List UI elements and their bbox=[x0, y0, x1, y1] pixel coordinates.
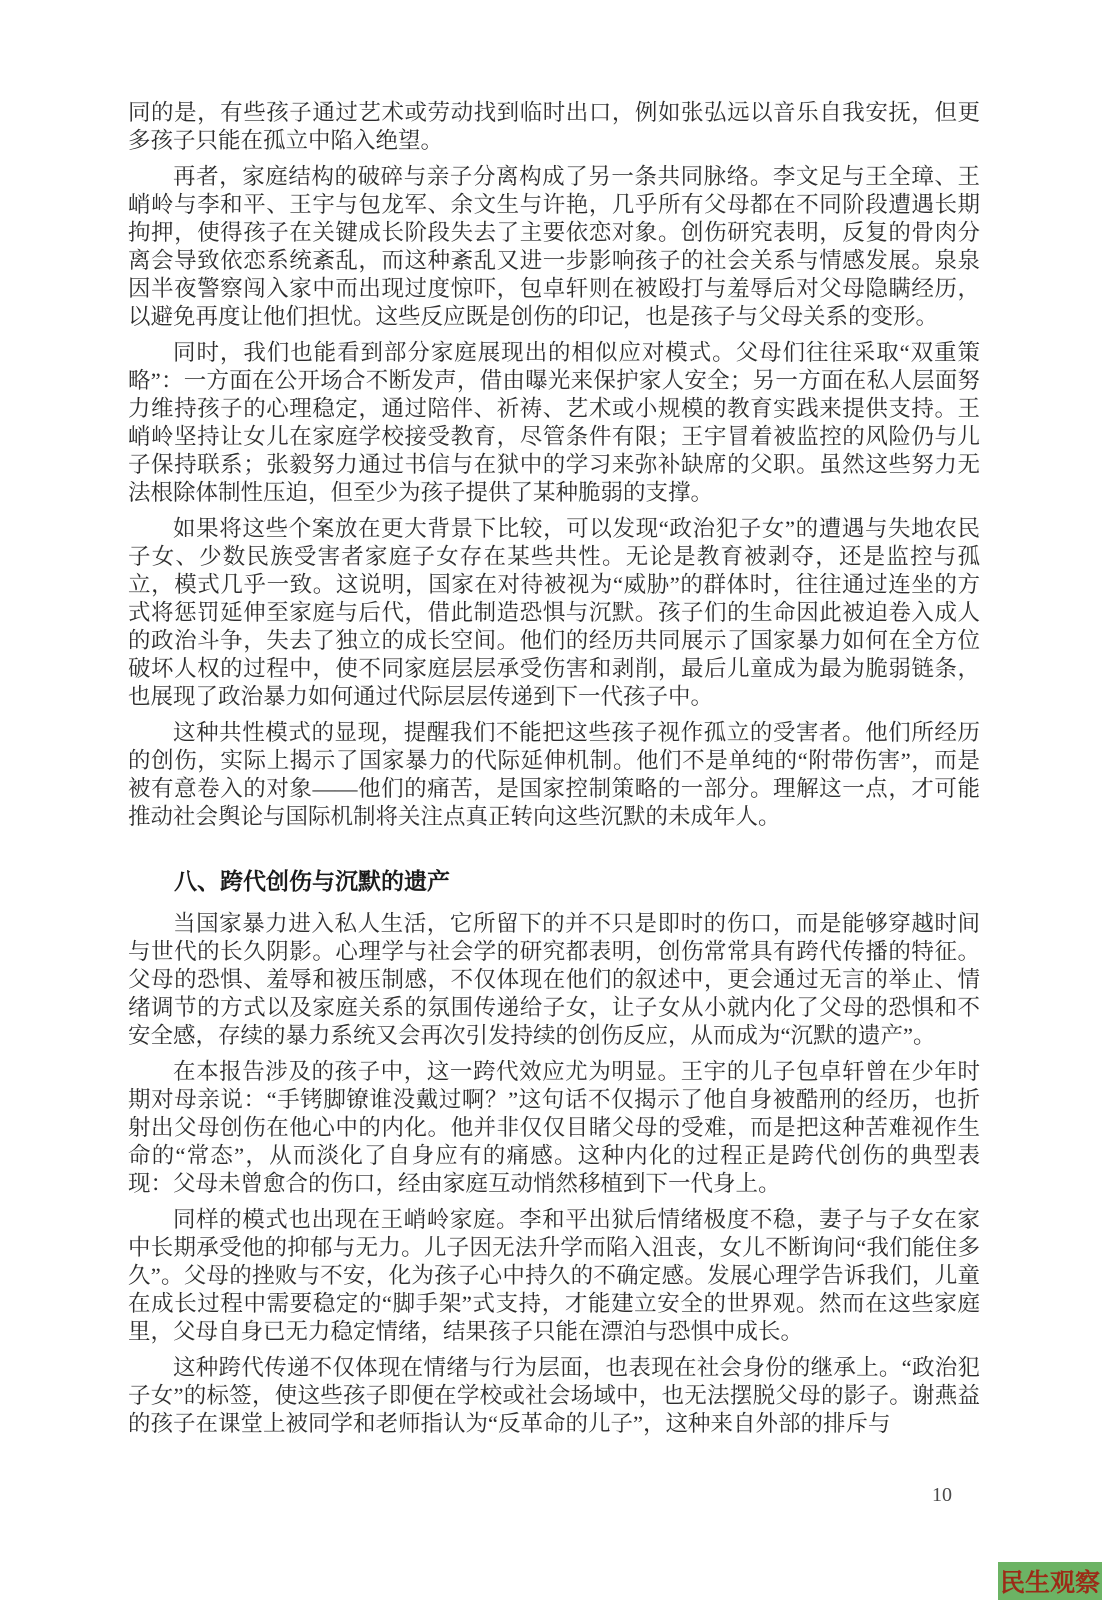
watermark-text: 民生观察 bbox=[999, 1570, 1100, 1597]
body-paragraph: 同时，我们也能看到部分家庭展现出的相似应对模式。父母们往往采取“双重策略”：一方面在公开场合不断发声，借由曝光来保护家人安全；另一方面在私人层面努力维持孩子的心理稳定，通过陪伴、祈祷、艺术或小规模的教育实践来提供支持。王峭岭坚持让女儿在家庭学校接受教育，尽管条件有限；王宇冒着被监控的风险仍与儿子保持联系；张毅努力通过书信与在狱中的学习来弥补缺席的父职。虽然这些努力无法根除体制性压迫，但至少为孩子提供了某种脆弱的支撑。 bbox=[128, 340, 980, 505]
body-paragraph: 这种跨代传递不仅体现在情绪与行为层面，也表现在社会身份的继承上。“政治犯子女”的标签，使这些孩子即便在学校或社会场域中，也无法摆脱父母的影子。谢燕益的孩子在课堂上被同学和老师指认为“反革命的儿子”，这种来自外部的排斥与 bbox=[128, 1355, 980, 1436]
body-paragraph: 同样的模式也出现在王峭岭家庭。李和平出狱后情绪极度不稳，妻子与子女在家中长期承受他的抑郁与无力。儿子因无法升学而陷入沮丧，女儿不断询问“我们能住多久”。父母的挫败与不安，化为孩子心中持久的不确定感。发展心理学告诉我们，儿童在成长过程中需要稳定的“脚手架”式支持，才能建立安全的世界观。然而在这些家庭里，父母自身已无力稳定情绪，结果孩子只能在漂泊与恐惧中成长。 bbox=[128, 1207, 980, 1344]
body-paragraph: 再者，家庭结构的破碎与亲子分离构成了另一条共同脉络。李文足与王全璋、王峭岭与李和平、王宇与包龙军、余文生与许艳，几乎所有父母都在不同阶段遭遇长期拘押，使得孩子在关键成长阶段失去了主要依恋对象。创伤研究表明，反复的骨肉分离会导致依恋系统紊乱，而这种紊乱又进一步影响孩子的社会关系与情感发展。泉泉因半夜警察闯入家中而出现过度惊吓，包卓轩则在被殴打与羞辱后对父母隐瞒经历，以避免再度让他们担忧。这些反应既是创伤的印记，也是孩子与父母关系的变形。 bbox=[128, 164, 980, 329]
body-paragraph: 同的是，有些孩子通过艺术或劳动找到临时出口，例如张弘远以音乐自我安抚，但更多孩子只能在孤立中陷入绝望。 bbox=[128, 100, 980, 153]
body-paragraph: 如果将这些个案放在更大背景下比较，可以发现“政治犯子女”的遭遇与失地农民子女、少数民族受害者家庭子女存在某些共性。无论是教育被剥夺，还是监控与孤立，模式几乎一致。这说明，国家在对待被视为“威胁”的群体时，往往通过连坐的方式将惩罚延伸至家庭与后代，借此制造恐惧与沉默。孩子们的生命因此被迫卷入成人的政治斗争，失去了独立的成长空间。他们的经历共同展示了国家暴力如何在全方位破坏人权的过程中，使不同家庭层层承受伤害和剥削，最后儿童成为最为脆弱链条，也展现了政治暴力如何通过代际层层传递到下一代孩子中。 bbox=[128, 516, 980, 709]
watermark-badge bbox=[998, 1562, 1102, 1600]
section-heading: 八、跨代创伤与沉默的遗产 bbox=[174, 868, 450, 894]
body-paragraph: 这种共性模式的显现，提醒我们不能把这些孩子视作孤立的受害者。他们所经历的创伤，实际上揭示了国家暴力的代际延伸机制。他们不是单纯的“附带伤害”，而是被有意卷入的对象——他们的痛苦，是国家控制策略的一部分。理解这一点，才可能推动社会舆论与国际机制将关注点真正转向这些沉默的未成年人。 bbox=[128, 720, 980, 829]
page-number: 10 bbox=[932, 1484, 952, 1506]
text-block bbox=[128, 99, 980, 1446]
body-paragraph: 当国家暴力进入私人生活，它所留下的并不只是即时的伤口，而是能够穿越时间与世代的长久阴影。心理学与社会学的研究都表明，创伤常常具有跨代传播的特征。父母的恐惧、羞辱和被压制感，不仅体现在他们的叙述中，更会通过无言的举止、情绪调节的方式以及家庭关系的氛围传递给子女，让子女从小就内化了父母的恐惧和不安全感，存续的暴力系统又会再次引发持续的创伤反应，从而成为“沉默的遗产”。 bbox=[128, 911, 980, 1048]
body-paragraph: 在本报告涉及的孩子中，这一跨代效应尤为明显。王宇的儿子包卓轩曾在少年时期对母亲说：“手铐脚镣谁没戴过啊？”这句话不仅揭示了他自身被酷刑的经历，也折射出父母创伤在他心中的内化。他并非仅仅目睹父母的受难，而是把这种苦难视作生命的“常态”，从而淡化了自身应有的痛感。这种内化的过程正是跨代创伤的典型表现：父母未曾愈合的伤口，经由家庭互动悄然移植到下一代身上。 bbox=[128, 1059, 980, 1196]
